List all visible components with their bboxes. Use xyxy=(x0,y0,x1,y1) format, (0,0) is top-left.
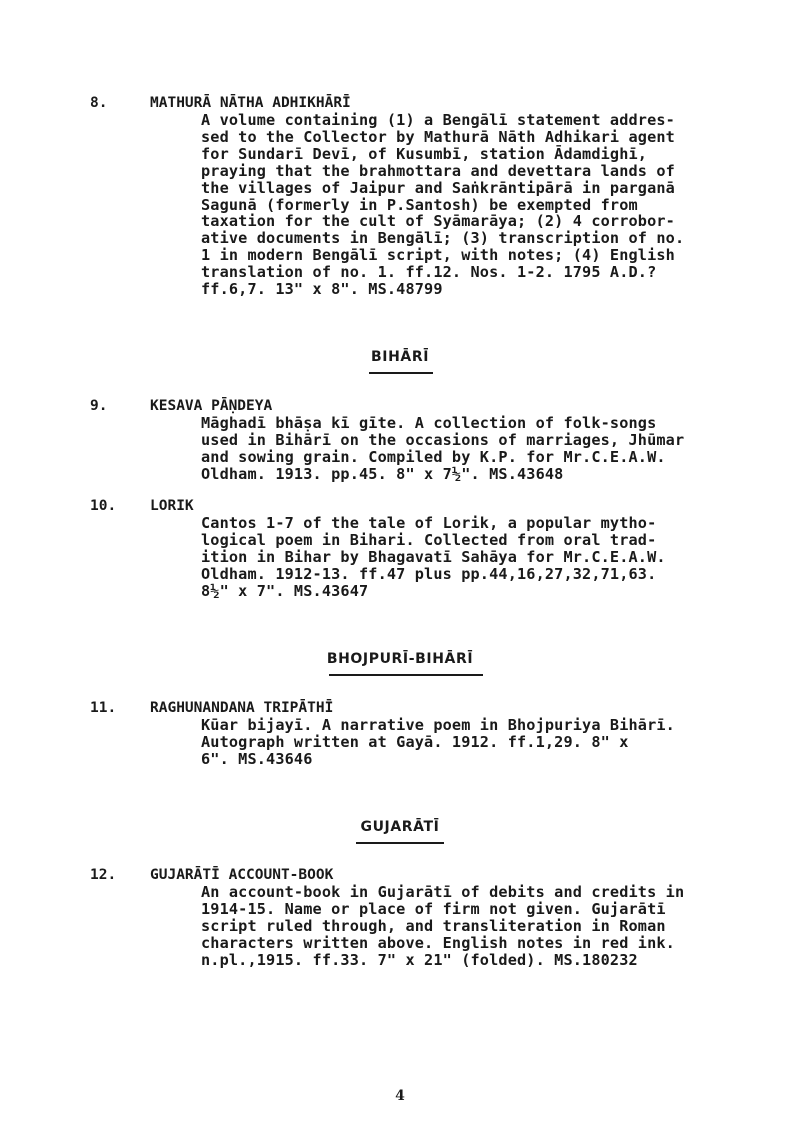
description-line: script ruled through, and transliteration in Roman xyxy=(201,916,666,935)
description-line: An account-book in Gujarātī of debits and credits in xyxy=(201,883,685,901)
entry-number: 8. xyxy=(90,95,108,111)
entry-number: 11. xyxy=(90,700,117,716)
description-line: logical poem in Bihari. Collected from oral trad- xyxy=(201,530,657,549)
entry-description xyxy=(201,717,796,768)
entry-description xyxy=(201,884,796,969)
description-line: sed to the Collector by Mathurā Nāth Adhikari agent xyxy=(201,127,675,146)
entry-description xyxy=(201,415,796,483)
entry-title: GUJARĀTĪ ACCOUNT-BOOK xyxy=(150,867,334,883)
description-line: n.pl.,1915. ff.33. 7" x 21" (folded). MS.180232 xyxy=(201,950,638,969)
description-line: 6". MS.43646 xyxy=(201,749,313,768)
description-line: Oldham. 1913. pp.45. 8" x 7½". MS.43648 xyxy=(201,464,564,483)
section-heading-bihari xyxy=(0,349,800,365)
heading-underline xyxy=(369,372,433,374)
section-heading-bhojpuri-bihari xyxy=(0,651,800,667)
heading-text: BHOJPURĪ-BIHĀRĪ xyxy=(326,651,474,667)
heading-underline xyxy=(356,842,444,844)
entry-title: LORIK xyxy=(150,498,194,514)
description-line: Kūar bijayī. A narrative poem in Bhojpuriya Bihārī. xyxy=(201,716,675,734)
entry-number: 9. xyxy=(90,398,108,414)
description-line: ff.6,7. 13" x 8". MS.48799 xyxy=(201,280,443,299)
page-number: 4 xyxy=(395,1088,405,1104)
entry-title: RAGHUNANDANA TRIPĀTHĪ xyxy=(150,700,334,716)
description-line: ition in Bihar by Bhagavatī Sahāya for Mr.C.E.A.W. xyxy=(201,547,666,566)
heading-text: BIHĀRĪ xyxy=(370,349,430,365)
description-line: 8½" x 7". MS.43647 xyxy=(201,581,369,600)
entry-description xyxy=(201,112,796,298)
description-line: used in Bihārī on the occasions of marriages, Jhūmar xyxy=(201,430,685,449)
description-line: A volume containing (1) a Bengālī statement addres- xyxy=(201,111,675,129)
entry-number: 10. xyxy=(90,498,117,514)
description-line: the villages of Jaipur and Saṅkrāntipārā in parganā xyxy=(201,178,675,197)
section-heading-gujarati xyxy=(0,819,800,835)
description-line: and sowing grain. Compiled by K.P. for Mr.C.E.A.W. xyxy=(201,447,666,466)
description-line: ative documents in Bengālī; (3) transcription of no. xyxy=(201,229,685,248)
entry-title: MATHURĀ NĀTHA ADHIKHĀRĪ xyxy=(150,95,351,111)
description-line: Māghadī bhāṣa kī gīte. A collection of folk-songs xyxy=(201,414,657,432)
description-line: translation of no. 1. ff.12. Nos. 1-2. 1795 A.D.? xyxy=(201,263,657,282)
description-line: Cantos 1-7 of the tale of Lorik, a popular mytho- xyxy=(201,514,657,532)
description-line: 1914-15. Name or place of firm not given. Gujarātī xyxy=(201,899,666,918)
description-line: taxation for the cult of Syāmarāya; (2) 4 corrobor- xyxy=(201,212,675,231)
entry-description xyxy=(201,515,796,600)
description-line: Sagunā (formerly in P.Santosh) be exempted from xyxy=(201,195,638,214)
description-line: characters written above. English notes in red ink. xyxy=(201,933,675,952)
heading-text: GUJARĀTĪ xyxy=(360,819,440,835)
description-line: praying that the brahmottara and devettara lands of xyxy=(201,161,675,180)
description-line: 1 in modern Bengālī script, with notes; (4) English xyxy=(201,246,675,265)
description-line: Autograph written at Gayā. 1912. ff.1,29. 8" x xyxy=(201,732,629,751)
entry-title: KESAVA PĀṆDEYA xyxy=(150,398,273,414)
entry-number: 12. xyxy=(90,867,117,883)
heading-underline xyxy=(329,674,483,676)
description-line: for Sundarī Devī, of Kusumbī, station Ādamdighī, xyxy=(201,144,648,163)
description-line: Oldham. 1912-13. ff.47 plus pp.44,16,27,32,71,63. xyxy=(201,564,657,583)
